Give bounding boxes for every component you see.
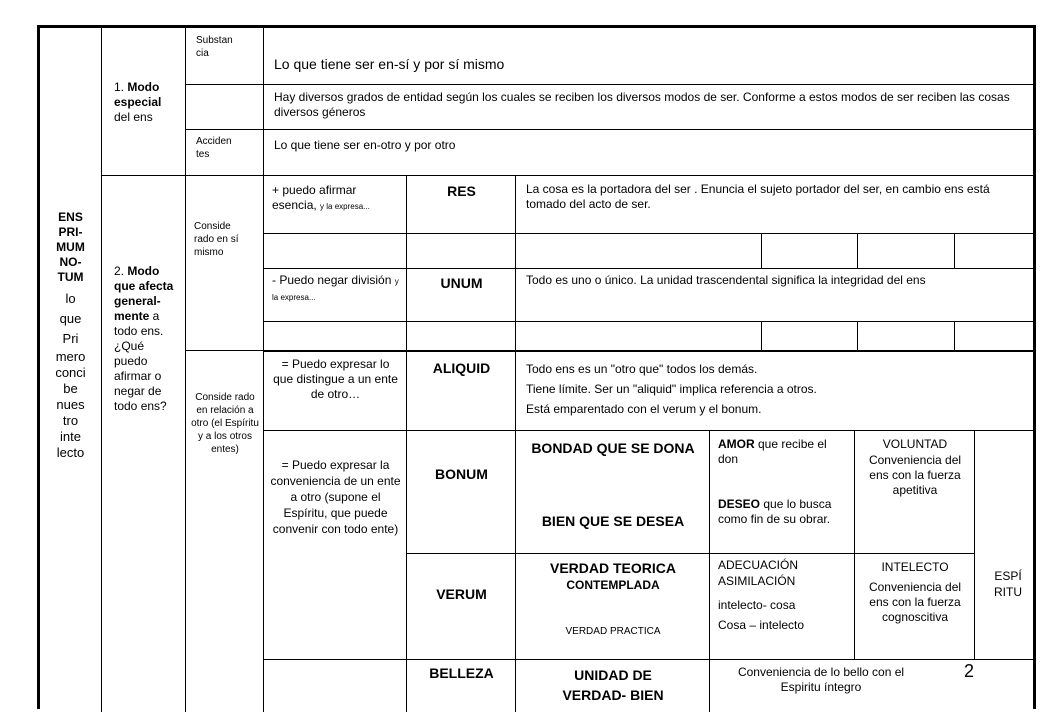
empty-cell — [515, 233, 761, 268]
empty-cell — [515, 321, 761, 350]
grados-text: Hay diversos grados de entidad según los cuales se reciben los diversos modos de ser. Conforme a estos modos de ser reciben las cosas diversos géneros — [274, 90, 1010, 119]
verum-name: VERUM — [436, 586, 487, 602]
substancia-text-cell — [263, 28, 1036, 85]
bonum-name-cell — [406, 430, 515, 553]
bonum-title-1: BONDAD QUE SE DONA — [531, 440, 695, 456]
ens-primum-cell — [40, 28, 101, 712]
deseo-text: DESEO que lo busca como fin de su obrar. — [718, 497, 832, 526]
aliquid-name: ALIQUID — [432, 360, 491, 376]
unum-name: UNUM — [440, 275, 483, 291]
grados-text-cell — [263, 85, 1036, 129]
substancia-label-cell — [185, 28, 263, 85]
unum-desc: - Puedo negar división y la expresa... — [272, 273, 399, 302]
amor-text: AMOR que recibe el don — [718, 437, 827, 466]
empty-cell — [761, 233, 857, 268]
res-name: RES — [447, 183, 476, 199]
empty-cell — [954, 321, 1036, 350]
verum-title-2: CONTEMPLADA — [566, 578, 660, 592]
substancia-text: Lo que tiene ser en-sí y por sí mismo — [274, 56, 505, 72]
asimilacion-label: ASIMILACIÓN — [718, 574, 796, 588]
aliquid-desc: = Puedo expresar lo que distingue a un ente de otro… — [273, 357, 398, 401]
considerado-relacion-cell — [185, 350, 263, 712]
verum-name-cell — [406, 553, 515, 659]
aliquid-text: Todo ens es un "otro que" todos los demás. Tiene límite. Ser un "aliquid" implica referencia a otros. Está emparentado con el verum y el bonum. — [526, 362, 817, 416]
considerado-relacion-text: Conside rado en relación a otro (el Espíritu y a los otros entes) — [191, 392, 259, 455]
belleza-title: UNIDAD DE VERDAD- BIEN — [562, 667, 664, 703]
considerado-mismo-text: Conside rado en sí mismo — [194, 221, 239, 258]
accidentes-text-cell — [263, 129, 1036, 175]
res-desc: + puedo afirmar esencia, y la expresa... — [272, 183, 370, 212]
empty-cell — [857, 321, 954, 350]
aliquid-text-cell — [515, 350, 1036, 430]
conveniencia-desc: = Puedo expresar la conveniencia de un ente a otro (supone el Espíritu, que puede convenir con todo ente) — [270, 458, 401, 536]
conveniencia-desc-cell — [263, 430, 406, 659]
empty-cell — [761, 321, 857, 350]
unum-desc-cell — [263, 268, 406, 321]
accidentes-label-cell — [185, 129, 263, 175]
grados-label-cell — [185, 85, 263, 129]
unum-name-cell — [406, 268, 515, 321]
belleza-empty-cell — [263, 659, 406, 712]
bonum-title-2: BIEN QUE SE DESEA — [541, 513, 685, 529]
res-desc-cell — [263, 175, 406, 233]
page-number: 2 — [964, 661, 975, 681]
voluntad-cell — [854, 430, 974, 553]
intelecto-text: Conveniencia del ens con la fuerza cognoscitiva — [868, 580, 962, 624]
intelecto-cell — [854, 553, 974, 659]
voluntad-label: VOLUNTAD — [882, 437, 948, 451]
unum-text-cell — [515, 268, 1036, 321]
modo-general-text: 2. Modo que afecta general-mente a todo ens. ¿Qué puedo afirmar o negar de todo ens? — [114, 264, 174, 413]
belleza-name: BELLEZA — [429, 665, 494, 681]
aliquid-name-cell — [406, 350, 515, 430]
transcendentals-table — [37, 25, 1036, 709]
intelecto-label: INTELECTO — [881, 560, 949, 574]
accidentes-text: Lo que tiene ser en-otro y por otro — [274, 138, 456, 152]
cosa-intelecto: Cosa – intelecto — [718, 618, 805, 632]
modo-general-cell — [101, 175, 185, 712]
empty-cell — [857, 233, 954, 268]
espiritu-cell — [974, 430, 1036, 659]
bonum-title-cell — [515, 430, 709, 553]
accidentes-label: Acciden tes — [196, 136, 232, 160]
empty-cell — [263, 321, 406, 350]
belleza-name-cell — [406, 659, 515, 712]
intelecto-cosa: intelecto- cosa — [718, 598, 796, 612]
empty-cell — [263, 233, 406, 268]
res-text: La cosa es la portadora del ser . Enuncia el sujeto portador del ser, en cambio ens está tomado del acto de ser. — [526, 182, 990, 211]
empty-cell — [954, 233, 1036, 268]
belleza-title-cell — [515, 659, 709, 712]
bonum-amor-cell — [709, 430, 854, 553]
res-text-cell — [515, 175, 1036, 233]
res-name-cell — [406, 175, 515, 233]
modo-especial-cell — [101, 28, 185, 175]
empty-cell — [406, 233, 515, 268]
considerado-mismo-cell — [185, 175, 263, 350]
voluntad-text: Conveniencia del ens con la fuerza apetitiva — [868, 453, 962, 497]
verum-title-cell — [515, 553, 709, 659]
verum-adecuacion-cell — [709, 553, 854, 659]
adecuacion-label: ADECUACIÓN — [718, 558, 799, 572]
verum-title-3: VERDAD PRACTICA — [565, 626, 661, 637]
substancia-label: Substan cia — [196, 35, 233, 59]
empty-cell — [406, 321, 515, 350]
aliquid-desc-cell — [263, 350, 406, 430]
verum-title-1: VERDAD TEORICA — [549, 560, 676, 576]
espiritu-label: ESPÍ RITU — [994, 569, 1022, 599]
modo-especial-text: 1. Modo especial del ens — [114, 80, 162, 124]
unum-text: Todo es uno o único. La unidad trascendental significa la integridad del ens — [526, 273, 926, 287]
bonum-name: BONUM — [435, 466, 488, 482]
belleza-text-cell — [709, 659, 1036, 712]
ens-primum-notum-label: ENS PRI- MUM NO- TUM lo que Pri mero conci be nues tro inte lecto — [55, 210, 86, 460]
belleza-text: Conveniencia de lo bello con el Espiritu íntegro — [737, 665, 905, 694]
